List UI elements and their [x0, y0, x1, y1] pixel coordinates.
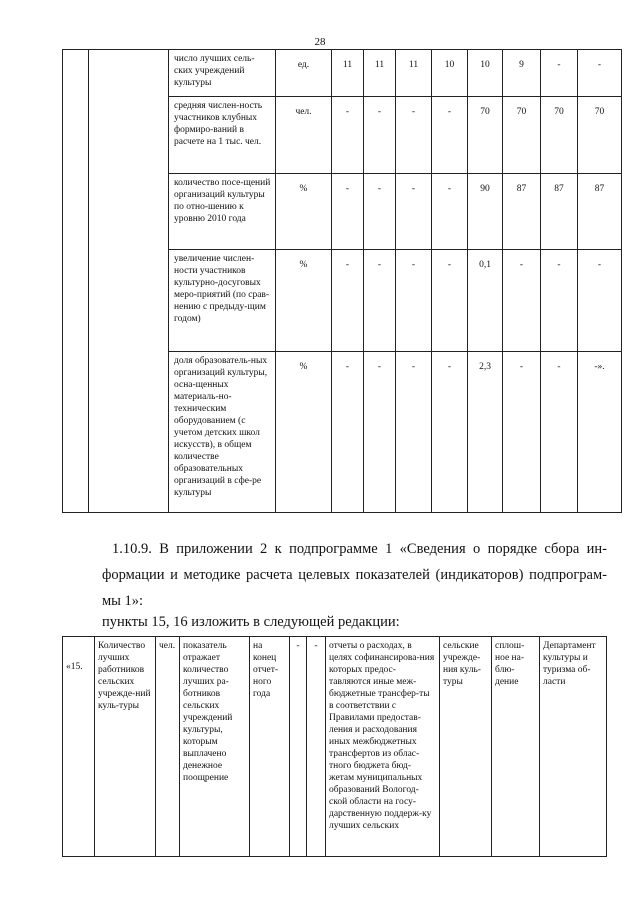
- value-cell: 70: [578, 97, 622, 174]
- indicator-unit: чел.: [156, 637, 180, 857]
- indicator-name: доля образователь-ных организаций культуры, осна-щенных материаль-но-техническим оборудованием (с учетом детских школ искусств), в общем количестве образовательных организаций в сфе-ре культуры: [169, 352, 276, 513]
- indicator-unit: %: [276, 174, 332, 250]
- data-source: отчеты о расходах, в целях софинансирова-ния которых предос-тавляются иные меж-бюджетные трансфер-ты в соответствии с Правилами предостав-ления и расходования иных межбюджетных трансфертов из облас-тного бюджета бюд-жетам муниципальных образований Вологод-ской области на госу-дарственную поддерж-ку лучших сельских: [326, 637, 440, 857]
- table-row: [63, 637, 607, 857]
- coverage-method: сплош-ное на-блю-дение: [492, 637, 540, 857]
- value-cell: 87: [541, 174, 578, 250]
- value-cell: -: [541, 50, 578, 97]
- indicator-unit: чел.: [276, 97, 332, 174]
- indicator-name: количество посе-щений организаций культуры по отно-шению к уровню 2010 года: [169, 174, 276, 250]
- methodology-table: [62, 636, 607, 857]
- value-cell: -: [503, 352, 541, 513]
- value-cell: 9: [503, 50, 541, 97]
- value-cell: 11: [364, 50, 396, 97]
- value-cell: -: [364, 250, 396, 352]
- value-cell: -: [541, 352, 578, 513]
- value-cell: 11: [332, 50, 364, 97]
- value-cell: -».: [578, 352, 622, 513]
- indicator-unit: ед.: [276, 50, 332, 97]
- value-cell: -: [396, 250, 432, 352]
- value-cell: 11: [396, 50, 432, 97]
- value-cell: -: [396, 352, 432, 513]
- indicator-name: увеличение числен-ности участников культурно-досуговых меро-приятий (по срав-нению с предыду-щим годом): [169, 250, 276, 352]
- value-cell: 0,1: [468, 250, 503, 352]
- responsible-body: Департамент культуры и туризма об-ласти: [540, 637, 607, 857]
- value-cell: -: [364, 97, 396, 174]
- reporting-period: на конец отчет-ного года: [250, 637, 290, 857]
- value-cell: -: [332, 352, 364, 513]
- value-cell: -: [578, 250, 622, 352]
- value-cell: -: [396, 174, 432, 250]
- value-cell: 70: [541, 97, 578, 174]
- value-cell: -: [332, 250, 364, 352]
- value-cell: -: [432, 352, 468, 513]
- value-cell: -: [332, 97, 364, 174]
- value-cell: 10: [468, 50, 503, 97]
- value-cell: -: [364, 174, 396, 250]
- amendment-subparagraph: пункты 15, 16 изложить в следующей редакции:: [102, 614, 400, 630]
- indicator-name: число лучших сель-ских учреждений культуры: [169, 50, 276, 97]
- value-cell: -: [503, 250, 541, 352]
- page-number: 28: [314, 36, 326, 48]
- value-cell: -: [332, 174, 364, 250]
- dash-cell: -: [307, 637, 326, 857]
- value-cell: -: [578, 50, 622, 97]
- amendment-paragraph: 1.10.9. В приложении 2 к подпрограмме 1 «Сведения о порядке сбора ин-формации и методике расчета целевых показателей (индикаторов) подпрограм-мы 1»:: [102, 541, 607, 609]
- value-cell: 87: [578, 174, 622, 250]
- value-cell: -: [541, 250, 578, 352]
- value-cell: 2,3: [468, 352, 503, 513]
- value-cell: -: [396, 97, 432, 174]
- indicator-name: Количество лучших работников сельских учрежде-ний куль-туры: [95, 637, 156, 857]
- indicator-unit: %: [276, 352, 332, 513]
- value-cell: -: [432, 97, 468, 174]
- indicator-name: средняя числен-ность участников клубных формиро-ваний в расчете на 1 тыс. чел.: [169, 97, 276, 174]
- value-cell: 87: [503, 174, 541, 250]
- indicators-table: [62, 49, 622, 513]
- value-cell: 90: [468, 174, 503, 250]
- empty-cell: [89, 50, 169, 513]
- table-row: [63, 50, 622, 97]
- value-cell: -: [432, 250, 468, 352]
- item-number: «15.: [63, 637, 95, 857]
- dash-cell: -: [290, 637, 307, 857]
- observation-object: сельские учрежде-ния куль-туры: [440, 637, 492, 857]
- indicator-unit: %: [276, 250, 332, 352]
- value-cell: 70: [468, 97, 503, 174]
- empty-cell: [63, 50, 89, 513]
- indicator-description: показатель отражает количество лучших ра-ботников сельских учреждений культуры, которым выплачено денежное поощрение: [180, 637, 250, 857]
- value-cell: 10: [432, 50, 468, 97]
- value-cell: 70: [503, 97, 541, 174]
- value-cell: -: [432, 174, 468, 250]
- value-cell: -: [364, 352, 396, 513]
